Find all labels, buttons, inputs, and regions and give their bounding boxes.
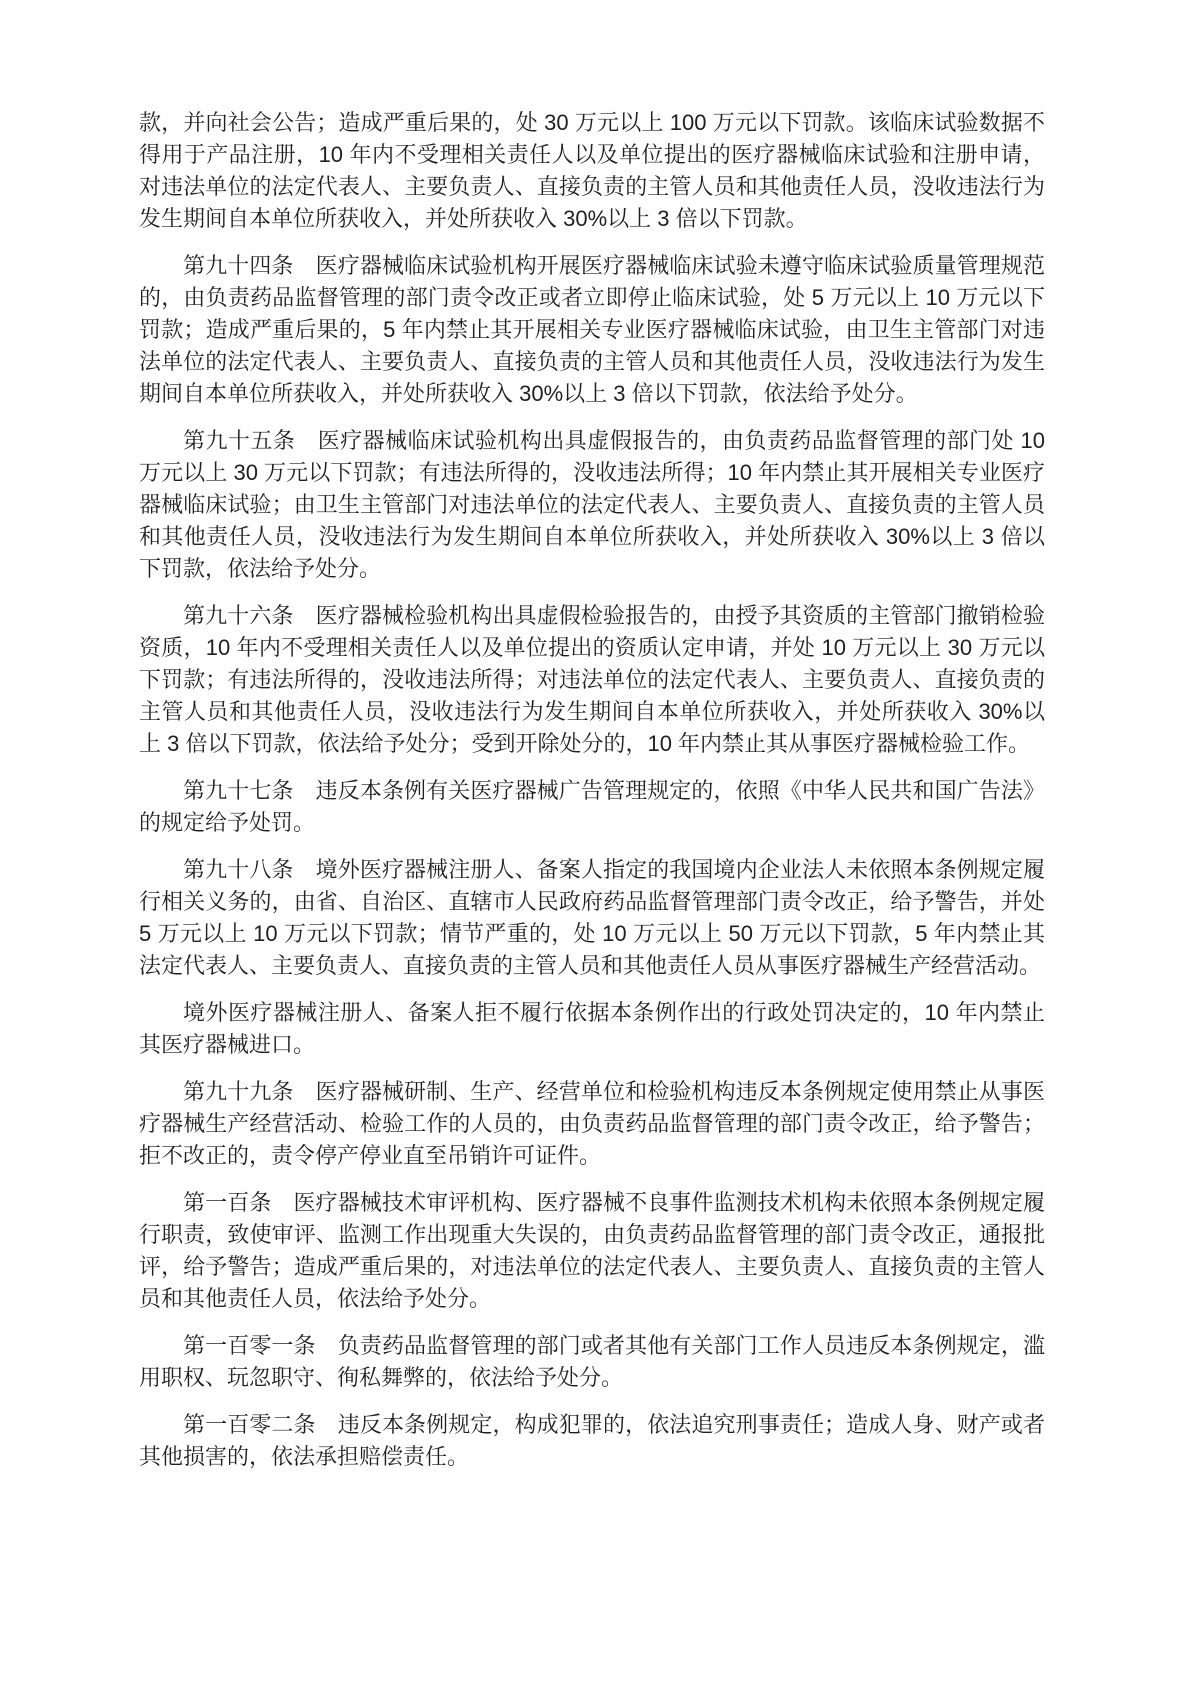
article-98-paragraph-2: 境外医疗器械注册人、备案人拒不履行依据本条例作出的行政处罚决定的，10 年内禁止其医疗器械进口。 bbox=[139, 1000, 1045, 1057]
article-102-paragraph: 第一百零二条 违反本条例规定，构成犯罪的，依法追究刑事责任；造成人身、财产或者其他损害的，依法承担赔偿责任。 bbox=[139, 1412, 1045, 1469]
article-101-paragraph: 第一百零一条 负责药品监督管理的部门或者其他有关部门工作人员违反本条例规定，滥用职权、玩忽职守、徇私舞弊的，依法给予处分。 bbox=[139, 1333, 1045, 1390]
article-99-paragraph: 第九十九条 医疗器械研制、生产、经营单位和检验机构违反本条例规定使用禁止从事医疗器械生产经营活动、检验工作的人员的，由负责药品监督管理的部门责令改正，给予警告；拒不改正的，责令停产停业直至吊销许可证件。 bbox=[139, 1079, 1045, 1168]
article-98-paragraph: 第九十八条 境外医疗器械注册人、备案人指定的我国境内企业法人未依照本条例规定履行相关义务的，由省、自治区、直辖市人民政府药品监督管理部门责令改正，给予警告，并处 5 万元以上 10 万元以下罚款；情节严重的，处 10 万元以上 50 万元以下罚款，5 年内禁止其法定代表人、主要负责人、直接负责的主管人员和其他责任人员从事医疗器械生产经营活动。 bbox=[139, 857, 1045, 978]
article-94-paragraph: 第九十四条 医疗器械临床试验机构开展医疗器械临床试验未遵守临床试验质量管理规范的，由负责药品监督管理的部门责令改正或者立即停止临床试验，处 5 万元以上 10 万元以下罚款；造成严重后果的，5 年内禁止其开展相关专业医疗器械临床试验，由卫生主管部门对违法单位的法定代表人、主要负责人、直接负责的主管人员和其他责任人员，没收违法行为发生期间自本单位所获收入，并处所获收入 30%以上 3 倍以下罚款，依法给予处分。 bbox=[139, 253, 1045, 406]
article-96-paragraph: 第九十六条 医疗器械检验机构出具虚假检验报告的，由授予其资质的主管部门撤销检验资质，10 年内不受理相关责任人以及单位提出的资质认定申请，并处 10 万元以上 30 万元以下罚款；有违法所得的，没收违法所得；对违法单位的法定代表人、主要负责人、直接负责的主管人员和其他责任人员，没收违法行为发生期间自本单位所获收入，并处所获收入 30%以上 3 倍以下罚款，依法给予处分；受到开除处分的，10 年内禁止其从事医疗器械检验工作。 bbox=[139, 603, 1045, 756]
continued-paragraph: 款，并向社会公告；造成严重后果的，处 30 万元以上 100 万元以下罚款。该临床试验数据不得用于产品注册，10 年内不受理相关责任人以及单位提出的医疗器械临床试验和注册申请，对违法单位的法定代表人、主要负责人、直接负责的主管人员和其他责任人员，没收违法行为发生期间自本单位所获收入，并处所获收入 30%以上 3 倍以下罚款。 bbox=[139, 110, 1045, 231]
article-95-paragraph: 第九十五条 医疗器械临床试验机构出具虚假报告的，由负责药品监督管理的部门处 10 万元以上 30 万元以下罚款；有违法所得的，没收违法所得；10 年内禁止其开展相关专业医疗器械临床试验；由卫生主管部门对违法单位的法定代表人、主要负责人、直接负责的主管人员和其他责任人员，没收违法行为发生期间自本单位所获收入，并处所获收入 30%以上 3 倍以下罚款，依法给予处分。 bbox=[139, 428, 1045, 581]
article-100-paragraph: 第一百条 医疗器械技术审评机构、医疗器械不良事件监测技术机构未依照本条例规定履行职责，致使审评、监测工作出现重大失误的，由负责药品监督管理的部门责令改正，通报批评，给予警告；造成严重后果的，对违法单位的法定代表人、主要负责人、直接负责的主管人员和其他责任人员，依法给予处分。 bbox=[139, 1190, 1045, 1311]
article-97-paragraph: 第九十七条 违反本条例有关医疗器械广告管理规定的，依照《中华人民共和国广告法》的规定给予处罚。 bbox=[139, 778, 1045, 835]
